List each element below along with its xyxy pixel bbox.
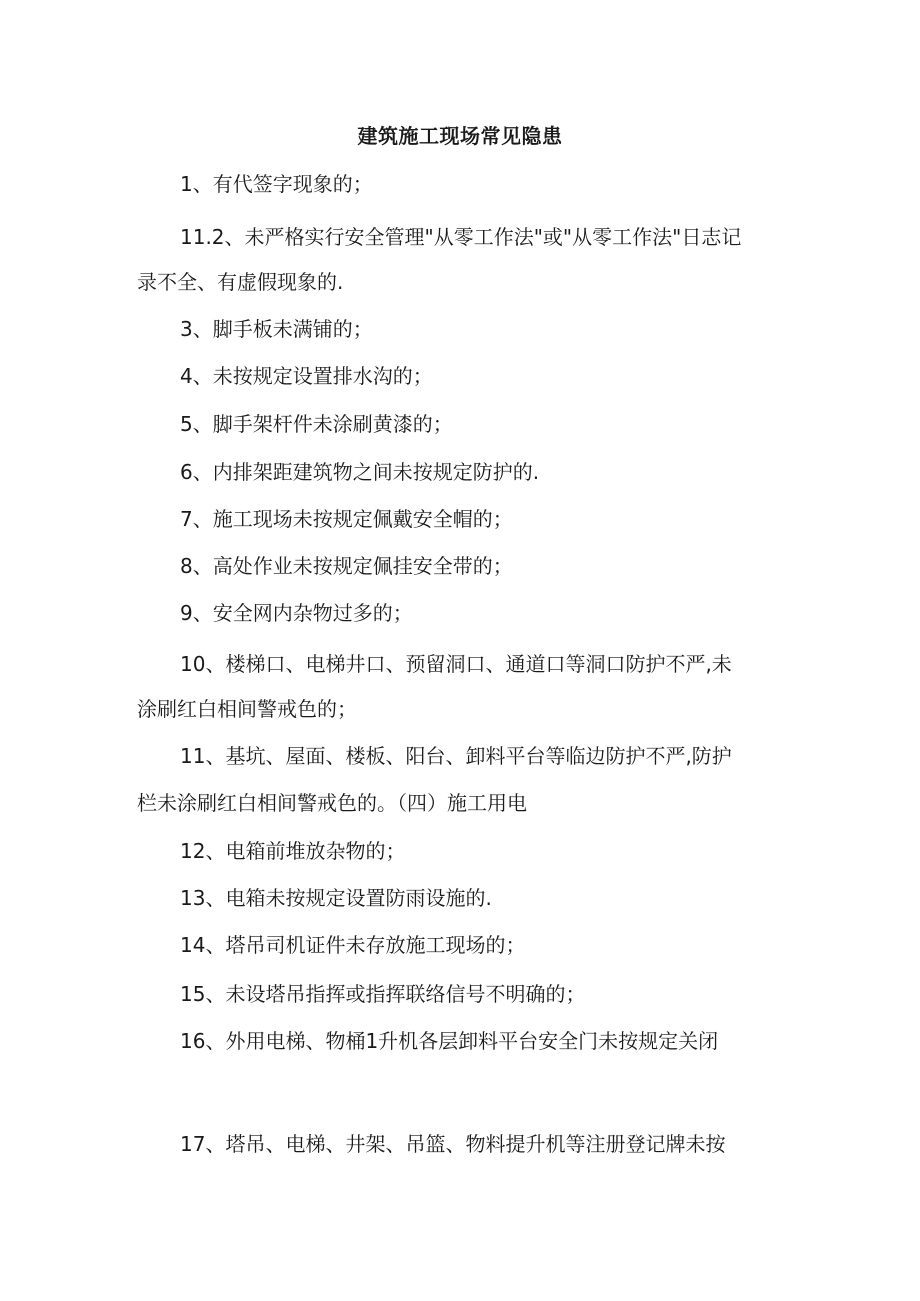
text-line: 11、基坑、屋面、楼板、阳台、卸料平台等临边防护不严,防护 [180, 744, 732, 768]
text-line: 13、电箱未按规定设置防雨设施的. [180, 886, 492, 910]
text-line: 3、脚手板未满铺的； [180, 317, 373, 341]
text-line: 4、未按规定设置排水沟的； [180, 364, 433, 388]
text-line: 8、高处作业未按规定佩挂安全带的； [180, 554, 513, 578]
text-line: 6、内排架距建筑物之间未按规定防护的. [180, 460, 540, 484]
text-line: 11.2、未严格实行安全管理"从零工作法"或"从零工作法"日志记 [180, 225, 742, 249]
text-line: 涂刷红白相间警戒色的； [137, 697, 357, 721]
document-title: 建筑施工现场常见隐患 [357, 124, 563, 148]
text-line: 15、未设塔吊指挥或指挥联络信号不明确的； [180, 982, 586, 1006]
text-line: 17、塔吊、电梯、井架、吊篮、物料提升机等注册登记牌未按 [180, 1132, 726, 1156]
text-line: 栏未涂刷红白相间警戒色的。（四）施工用电 [137, 791, 527, 815]
text-line: 16、外用电梯、物桶1升机各层卸料平台安全门未按规定关闭 [180, 1029, 719, 1053]
text-line: 12、电箱前堆放杂物的； [180, 839, 406, 863]
text-line: 7、施工现场未按规定佩戴安全帽的； [180, 507, 513, 531]
text-line: 1、有代签字现象的； [180, 172, 373, 196]
text-line: 10、楼梯口、电梯井口、预留洞口、通道口等洞口防护不严,未 [180, 652, 732, 676]
text-line: 9、安全网内杂物过多的； [180, 601, 413, 625]
text-line: 14、塔吊司机证件未存放施工现场的； [180, 933, 526, 957]
text-line: 录不全、有虚假现象的. [137, 270, 344, 294]
text-line: 5、脚手架杆件未涂刷黄漆的； [180, 412, 453, 436]
